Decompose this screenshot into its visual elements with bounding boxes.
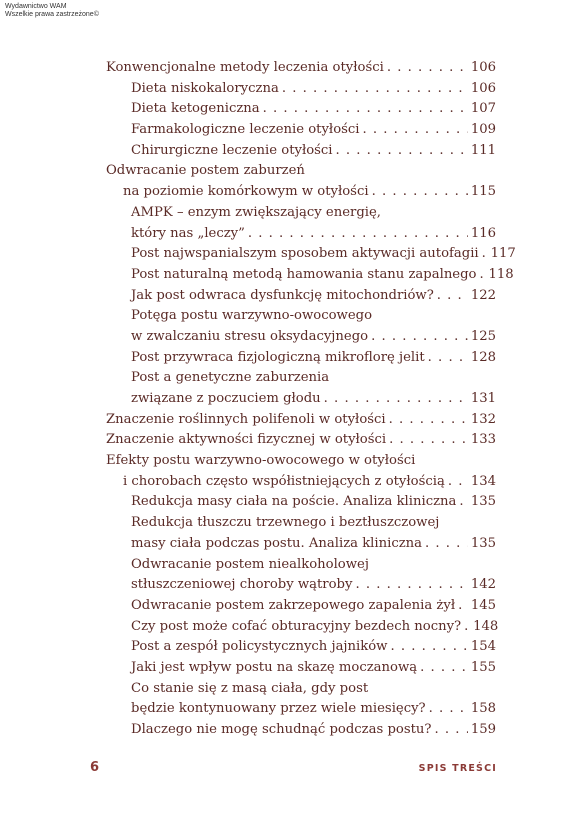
toc-entry-page: 116 <box>470 225 496 241</box>
toc-entry-title: Redukcja masy ciała na poście. Analiza kliniczna <box>131 494 457 510</box>
toc-entry-title: Dieta niskokaloryczna <box>131 80 279 96</box>
toc-entry[interactable] <box>106 120 496 141</box>
toc-entry[interactable] <box>106 348 496 369</box>
toc-entry-title: Odwracanie postem zakrzepowego zapalenia żył <box>131 597 456 613</box>
toc-entry[interactable] <box>106 534 496 555</box>
toc-entry[interactable] <box>106 141 496 162</box>
running-footer-section: SPIS TREŚCI <box>418 763 497 774</box>
toc-leader-dots <box>363 120 468 141</box>
toc-entry-title: stłuszczeniowej choroby wątroby <box>131 577 353 593</box>
toc-entry-title: Znaczenie aktywności fizycznej w otyłości <box>106 432 387 448</box>
toc-entry-page: 142 <box>470 577 496 593</box>
toc-leader-dots <box>464 617 470 638</box>
toc-entry-title: Post przywraca fizjologiczną mikroflorę jelit <box>131 349 425 365</box>
toc-leader-dots <box>389 410 468 431</box>
toc-leader-dots <box>428 348 468 369</box>
toc-entry-title: Jaki jest wpływ postu na skazę moczanową <box>131 659 418 675</box>
toc-entry[interactable] <box>106 389 496 410</box>
toc-leader-dots <box>459 492 467 513</box>
toc-entry[interactable] <box>106 58 496 79</box>
toc-entry-title: Post a zespół policystycznych jajników <box>131 639 388 655</box>
toc-entry-page: 107 <box>470 101 496 117</box>
toc-entry[interactable] <box>106 596 496 617</box>
toc-entry[interactable] <box>106 99 496 120</box>
toc-entry[interactable] <box>106 265 514 286</box>
toc-leader-dots <box>355 575 467 596</box>
toc-entry[interactable] <box>106 244 516 265</box>
toc-entry[interactable] <box>106 306 496 327</box>
toc-leader-dots <box>425 534 468 555</box>
toc-entry-page: 109 <box>470 122 496 138</box>
publisher-notice <box>5 3 99 19</box>
toc-entry[interactable] <box>106 161 496 182</box>
toc-entry-title: Potęga postu warzywno-owocowego <box>131 308 373 324</box>
toc-leader-dots <box>387 58 468 79</box>
toc-entry-title: i chorobach często współistniejących z otyłością <box>123 473 445 489</box>
toc-entry-title: który nas „leczy” <box>131 225 245 241</box>
table-of-contents <box>106 58 516 741</box>
toc-entry-title: Konwencjonalne metody leczenia otyłości <box>106 60 384 75</box>
page-number: 6 <box>90 760 100 775</box>
toc-entry[interactable] <box>106 286 496 307</box>
toc-leader-dots <box>448 472 468 493</box>
toc-entry-page: 154 <box>470 639 496 655</box>
toc-entry-title: w zwalczaniu stresu oksydacyjnego <box>131 328 369 344</box>
toc-entry-title: związane z poczuciem głodu <box>131 391 321 406</box>
toc-entry-title: Odwracanie postem zaburzeń <box>106 163 305 179</box>
toc-entry-title: na poziomie komórkowym w otyłości <box>123 184 369 200</box>
toc-entry-title: Dieta ketogeniczna <box>131 101 260 117</box>
toc-leader-dots <box>336 141 468 162</box>
toc-entry[interactable] <box>106 575 496 596</box>
toc-entry[interactable] <box>106 203 496 224</box>
toc-entry[interactable] <box>106 368 496 389</box>
toc-entry-page: 128 <box>470 349 496 365</box>
toc-entry-page: 134 <box>470 473 496 489</box>
toc-entry-page: 118 <box>488 266 514 282</box>
toc-entry-title: Chirurgiczne leczenie otyłości <box>131 142 333 158</box>
toc-entry-title: Redukcja tłuszczu trzewnego i beztłuszczowej <box>131 515 440 531</box>
toc-entry-title: Dlaczego nie mogę schudnąć podczas postu? <box>131 722 432 737</box>
toc-entry-page: 145 <box>470 597 496 613</box>
toc-entry[interactable] <box>106 492 496 513</box>
toc-entry-page: 159 <box>470 722 496 737</box>
toc-leader-dots <box>420 658 468 679</box>
toc-leader-dots <box>437 286 468 307</box>
toc-entry-title: Odwracanie postem niealkoholowej <box>131 556 369 572</box>
toc-entry[interactable] <box>106 720 496 741</box>
toc-entry[interactable] <box>106 679 496 700</box>
toc-leader-dots <box>263 99 468 120</box>
toc-entry[interactable] <box>106 182 496 203</box>
toc-entry[interactable] <box>106 451 496 472</box>
toc-entry-title: Znaczenie roślinnych polifenoli w otyłości <box>106 411 386 427</box>
toc-entry-page: 106 <box>470 80 496 96</box>
toc-leader-dots <box>434 720 467 741</box>
toc-leader-dots <box>372 182 468 203</box>
toc-entry-page: 132 <box>470 411 496 427</box>
toc-leader-dots <box>389 430 468 451</box>
toc-entry-page: 115 <box>470 184 496 200</box>
toc-entry-title: Post najwspanialszym sposobem aktywacji autofagii <box>131 246 479 262</box>
toc-leader-dots <box>482 244 488 265</box>
toc-entry-page: 131 <box>470 391 496 406</box>
toc-entry[interactable] <box>106 637 496 658</box>
toc-leader-dots <box>429 699 468 720</box>
toc-leader-dots <box>248 224 468 245</box>
toc-entry-title: Jak post odwraca dysfunkcję mitochondriów? <box>131 287 434 303</box>
toc-entry-page: 111 <box>470 142 496 158</box>
toc-entry-title: masy ciała podczas postu. Analiza kliniczna <box>131 535 423 551</box>
toc-entry[interactable] <box>106 617 499 638</box>
toc-entry-page: 135 <box>470 535 496 551</box>
toc-entry-page: 117 <box>490 246 516 262</box>
toc-entry-page: 106 <box>470 60 496 75</box>
toc-entry[interactable] <box>106 658 496 679</box>
toc-entry-page: 122 <box>470 287 496 303</box>
toc-entry[interactable] <box>106 430 496 451</box>
toc-entry-page: 158 <box>470 701 496 717</box>
toc-entry-title: Post naturalną metodą hamowania stanu zapalnego <box>131 266 477 282</box>
toc-entry-title: Farmakologiczne leczenie otyłości <box>131 122 360 138</box>
toc-entry-page: 125 <box>470 328 496 344</box>
toc-entry[interactable] <box>106 224 496 245</box>
toc-entry[interactable] <box>106 327 496 348</box>
copyright-notice: Wszelkie prawa zastrzeżone© <box>5 11 99 18</box>
publisher-name: Wydawnictwo WAM <box>5 3 67 10</box>
toc-entry-title: AMPK – enzym zwiększający energię, <box>131 204 381 220</box>
toc-entry-page: 135 <box>470 494 496 510</box>
toc-leader-dots <box>282 79 468 100</box>
toc-entry-title: będzie kontynuowany przez wiele miesięcy? <box>131 701 426 717</box>
toc-entry[interactable] <box>106 410 496 431</box>
toc-entry-title: Post a genetyczne zaburzenia <box>131 370 330 386</box>
toc-entry-page: 133 <box>470 432 496 448</box>
toc-leader-dots <box>480 265 486 286</box>
toc-leader-dots <box>371 327 468 348</box>
toc-leader-dots <box>324 389 468 410</box>
toc-leader-dots <box>458 596 468 617</box>
toc-entry-title: Co stanie się z masą ciała, gdy post <box>131 680 369 696</box>
toc-entry-page: 148 <box>473 618 499 634</box>
toc-entry[interactable] <box>106 699 496 720</box>
toc-entry[interactable] <box>106 555 496 576</box>
toc-leader-dots <box>390 637 467 658</box>
toc-entry[interactable] <box>106 472 496 493</box>
toc-entry-title: Czy post może cofać obturacyjny bezdech nocny? <box>131 618 462 634</box>
toc-entry-page: 155 <box>470 659 496 675</box>
toc-entry-title: Efekty postu warzywno-owocowego w otyłości <box>106 453 416 469</box>
toc-entry[interactable] <box>106 79 496 100</box>
toc-entry[interactable] <box>106 513 496 534</box>
